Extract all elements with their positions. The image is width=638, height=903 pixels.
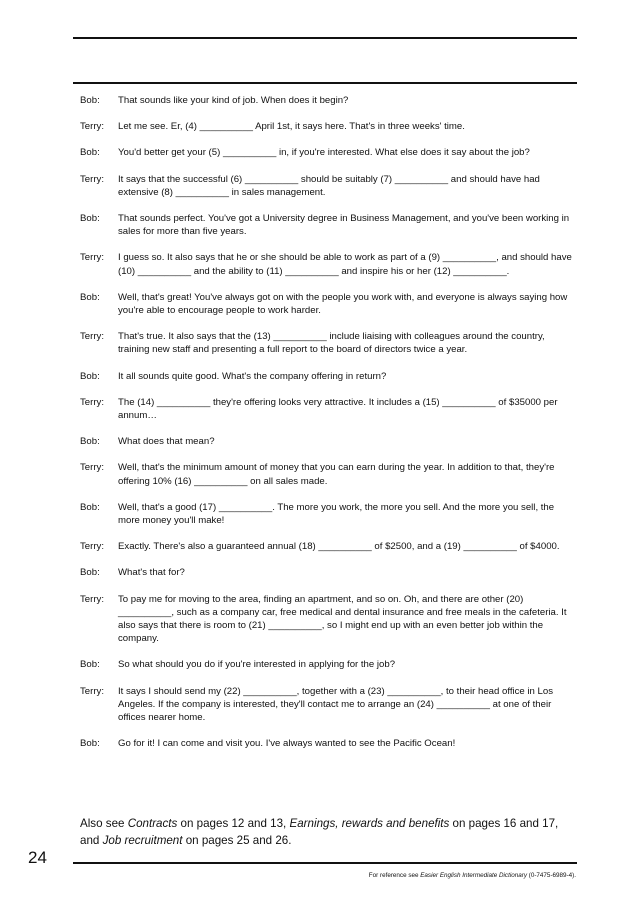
speaker-label: Terry: <box>80 685 104 697</box>
see-also-ref-earnings: Earnings, rewards and benefits <box>289 817 450 830</box>
speech-text: Well, that's great! You've always got on with the people you work with, and everyone is always saying how you're able to encourage people to work harder. <box>118 291 568 317</box>
reference-suffix: (0-7475-6989-4). <box>526 872 576 879</box>
dialogue-line <box>80 94 576 107</box>
dialogue-line <box>80 501 576 527</box>
speaker-label: Terry: <box>80 541 104 553</box>
dialogue-line <box>80 146 576 159</box>
header-rule <box>73 82 577 84</box>
dialogue <box>80 94 576 764</box>
speech-text: You'd better get your (5) __________ in, if you're interested. What else does it say about the job? <box>118 147 530 159</box>
speech-text: The (14) __________ they're offering looks very attractive. It includes a (15) __________ of $35000 per annum… <box>118 396 558 422</box>
dialogue-line <box>80 251 576 277</box>
dialogue-line <box>80 737 576 750</box>
dialogue-line <box>80 396 576 422</box>
speech-text: Exactly. There's also a guaranteed annual (18) __________ of $2500, and a (19) __________ of $4000. <box>118 541 560 553</box>
speech-text: I guess so. It also says that he or she should be able to work as part of a (9) __________, and should have (10) __________ and the ability to (11) __________ and inspire his or her (12) __________. <box>118 252 572 277</box>
see-also-ref-recruitment: Job recruitment <box>102 834 183 847</box>
speaker-label: Terry: <box>80 252 104 264</box>
speaker-label: Terry: <box>80 462 104 474</box>
page-number: 24 <box>28 848 47 867</box>
see-also-mid1: on pages 12 and 13, <box>177 817 290 830</box>
footer-rule <box>73 862 577 864</box>
speech-text: That's true. It also says that the (13) __________ include liaising with colleagues around the country, training new staff and presenting a full report to the board of directors twice a year. <box>118 331 545 356</box>
dialogue-line <box>80 212 576 238</box>
speech-text: Well, that's the minimum amount of money that you can earn during the year. In addition to that, they're offering 10% (16) __________ on all sales made. <box>118 462 555 487</box>
speech-text: It all sounds quite good. What's the company offering in return? <box>118 370 387 382</box>
speaker-label: Terry: <box>80 396 104 408</box>
dialogue-line <box>80 461 576 487</box>
speaker-label: Terry: <box>80 121 104 133</box>
see-also-mid2: on pages 16 and 17, and <box>80 817 559 847</box>
reference-title: Easier English Intermediate Dictionary <box>420 872 527 879</box>
speaker-label: Bob: <box>80 501 100 513</box>
speech-text: It says that the successful (6) __________ should be suitably (7) __________ and should have had extensive (8) __________ in sales management. <box>118 173 540 198</box>
speaker-label: Bob: <box>80 147 100 159</box>
speech-text: So what should you do if you're interested in applying for the job? <box>118 659 396 671</box>
speech-text: What's that for? <box>118 567 185 579</box>
dialogue-line <box>80 658 576 671</box>
speaker-label: Bob: <box>80 436 100 448</box>
see-also-suffix: on pages 25 and 26. <box>182 834 292 847</box>
speech-text: Go for it! I can come and visit you. I've always wanted to see the Pacific Ocean! <box>118 738 456 750</box>
dictionary-reference <box>369 872 576 879</box>
speaker-label: Bob: <box>80 291 100 303</box>
speaker-label: Bob: <box>80 95 100 106</box>
speaker-label: Terry: <box>80 593 104 605</box>
see-also-ref-contracts: Contracts <box>127 817 178 830</box>
dialogue-line <box>80 330 576 356</box>
dialogue-line <box>80 173 576 199</box>
dialogue-line <box>80 685 576 725</box>
speaker-label: Bob: <box>80 370 100 382</box>
speech-text: It says I should send my (22) __________, together with a (23) __________, to their head office in Los Angeles. If the company is interested, they'll contact me to arrange an (24) __________ at one of their offices nearer home. <box>118 685 554 724</box>
reference-prefix: For reference see <box>368 872 421 879</box>
speech-text: Well, that's a good (17) __________. The more you work, the more you sell. And the more you sell, the more money you'll make! <box>118 501 555 527</box>
speech-text: What does that mean? <box>118 436 215 448</box>
dialogue-line <box>80 593 576 646</box>
speaker-label: Bob: <box>80 213 100 225</box>
speaker-label: Terry: <box>80 173 104 185</box>
see-also-note <box>80 815 580 849</box>
dialogue-line <box>80 435 576 448</box>
dialogue-line <box>80 540 576 553</box>
speech-text: That sounds like your kind of job. When does it begin? <box>118 95 349 106</box>
dialogue-line <box>80 120 576 133</box>
see-also-prefix: Also see <box>80 817 128 830</box>
speech-text: Let me see. Er, (4) __________ April 1st, it says here. That's in three weeks' time. <box>118 121 465 133</box>
dialogue-line <box>80 370 576 383</box>
speaker-label: Terry: <box>80 331 104 343</box>
speaker-label: Bob: <box>80 738 100 750</box>
top-rule <box>73 37 577 39</box>
speaker-label: Bob: <box>80 567 100 579</box>
dialogue-line <box>80 566 576 579</box>
dialogue-line <box>80 291 576 317</box>
speaker-label: Bob: <box>80 659 100 671</box>
speech-text: To pay me for moving to the area, finding an apartment, and so on. Oh, and there are other (20) __________, such as a company car, free medical and dental insurance and free meals in the cafeteria. It also says that there is room to (21) __________, so I might end up with an even better job within the company. <box>118 593 567 645</box>
speech-text: That sounds perfect. You've got a University degree in Business Management, and you've been working in sales for more than five years. <box>118 213 570 238</box>
